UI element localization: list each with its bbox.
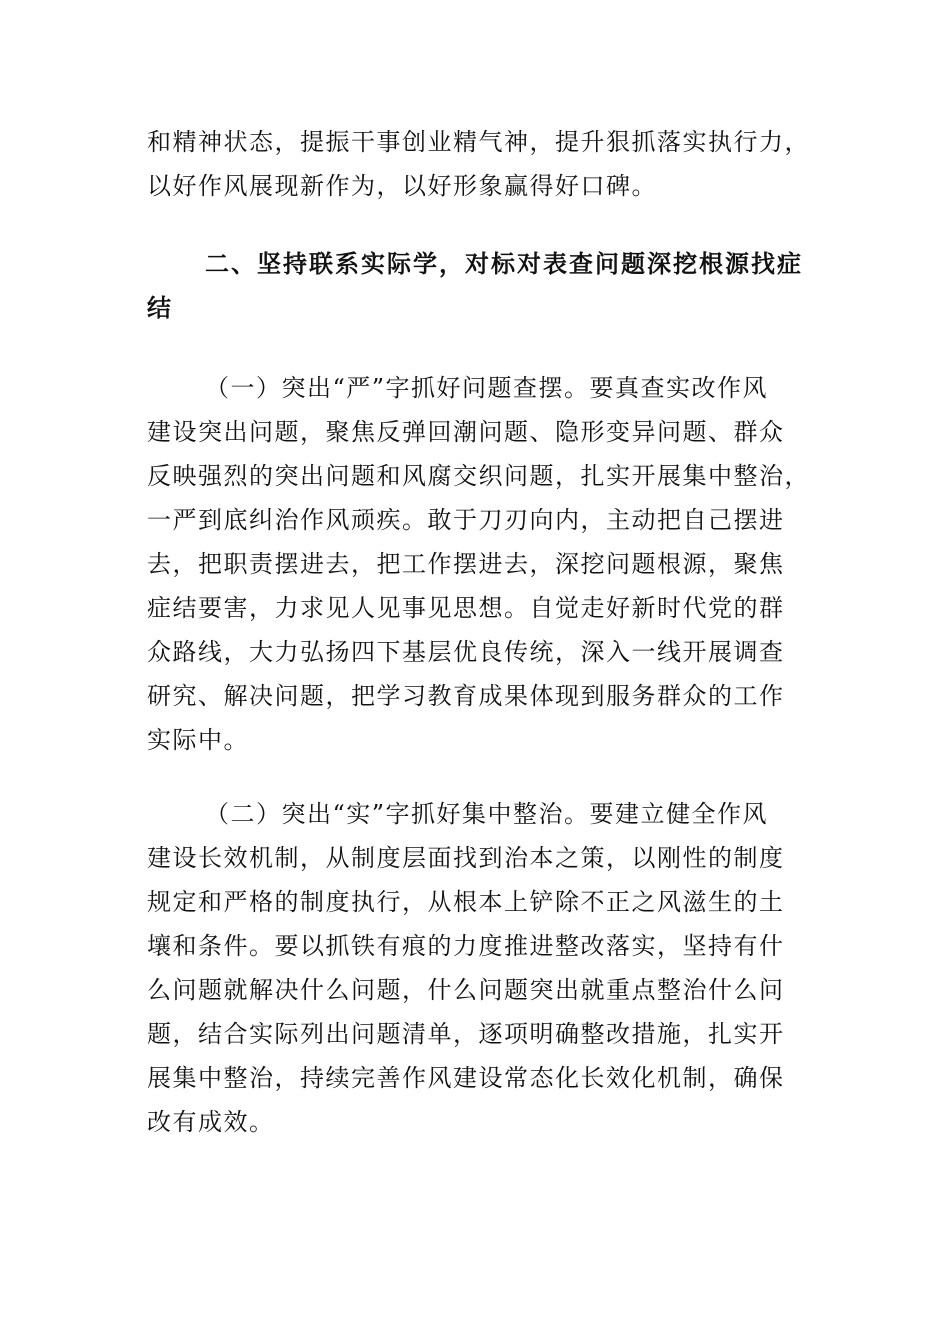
heading-line: 二、坚持联系实际学，对标对表查问题深挖根源找症 [205,249,803,278]
heading-line: 结 [147,293,173,322]
text-line: 建设突出问题，聚焦反弹回潮问题、隐形变异问题、群众 [147,418,785,446]
intro-paragraph [147,120,810,208]
text-line: 改有成效。 [147,1108,275,1136]
text-line: （二）突出“实”字抓好集中整治。要建立健全作风 [205,800,769,828]
text-line: 题，结合实际列出问题清单，逐项明确整改措施，扎实开 [147,1020,785,1048]
text-line: 规定和严格的制度执行，从根本上铲除不正之风滋生的土 [147,888,785,916]
text-line: 以好作风展现新作为，以好形象赢得好口碑。 [147,172,657,200]
paragraph-one [147,366,810,762]
text-line: 反映强烈的突出问题和风腐交织问题，扎实开展集中整治， [147,462,810,490]
text-line: 众路线，大力弘扬四下基层优良传统，深入一线开展调查 [147,638,785,666]
text-line: 么问题就解决什么问题，什么问题突出就重点整治什么问 [147,976,785,1004]
text-line: 和精神状态，提振干事创业精气神，提升狠抓落实执行力， [147,128,810,156]
section-heading [147,242,807,330]
text-line: （一）突出“严”字抓好问题查摆。要真查实改作风 [205,374,769,402]
text-line: 去，把职责摆进去，把工作摆进去，深挖问题根源，聚焦 [147,550,785,578]
text-line: 建设长效机制，从制度层面找到治本之策，以刚性的制度 [147,844,785,872]
text-line: 展集中整治，持续完善作风建设常态化长效化机制，确保 [147,1064,785,1092]
text-line: 研究、解决问题，把学习教育成果体现到服务群众的工作 [147,682,785,710]
paragraph-two [147,792,807,1144]
text-line: 实际中。 [147,726,249,754]
text-line: 一严到底纠治作风顽疾。敢于刀刃向内，主动把自己摆进 [147,506,785,534]
text-line: 症结要害，力求见人见事见思想。自觉走好新时代党的群 [147,594,785,622]
text-line: 壤和条件。要以抓铁有痕的力度推进整改落实，坚持有什 [147,932,785,960]
